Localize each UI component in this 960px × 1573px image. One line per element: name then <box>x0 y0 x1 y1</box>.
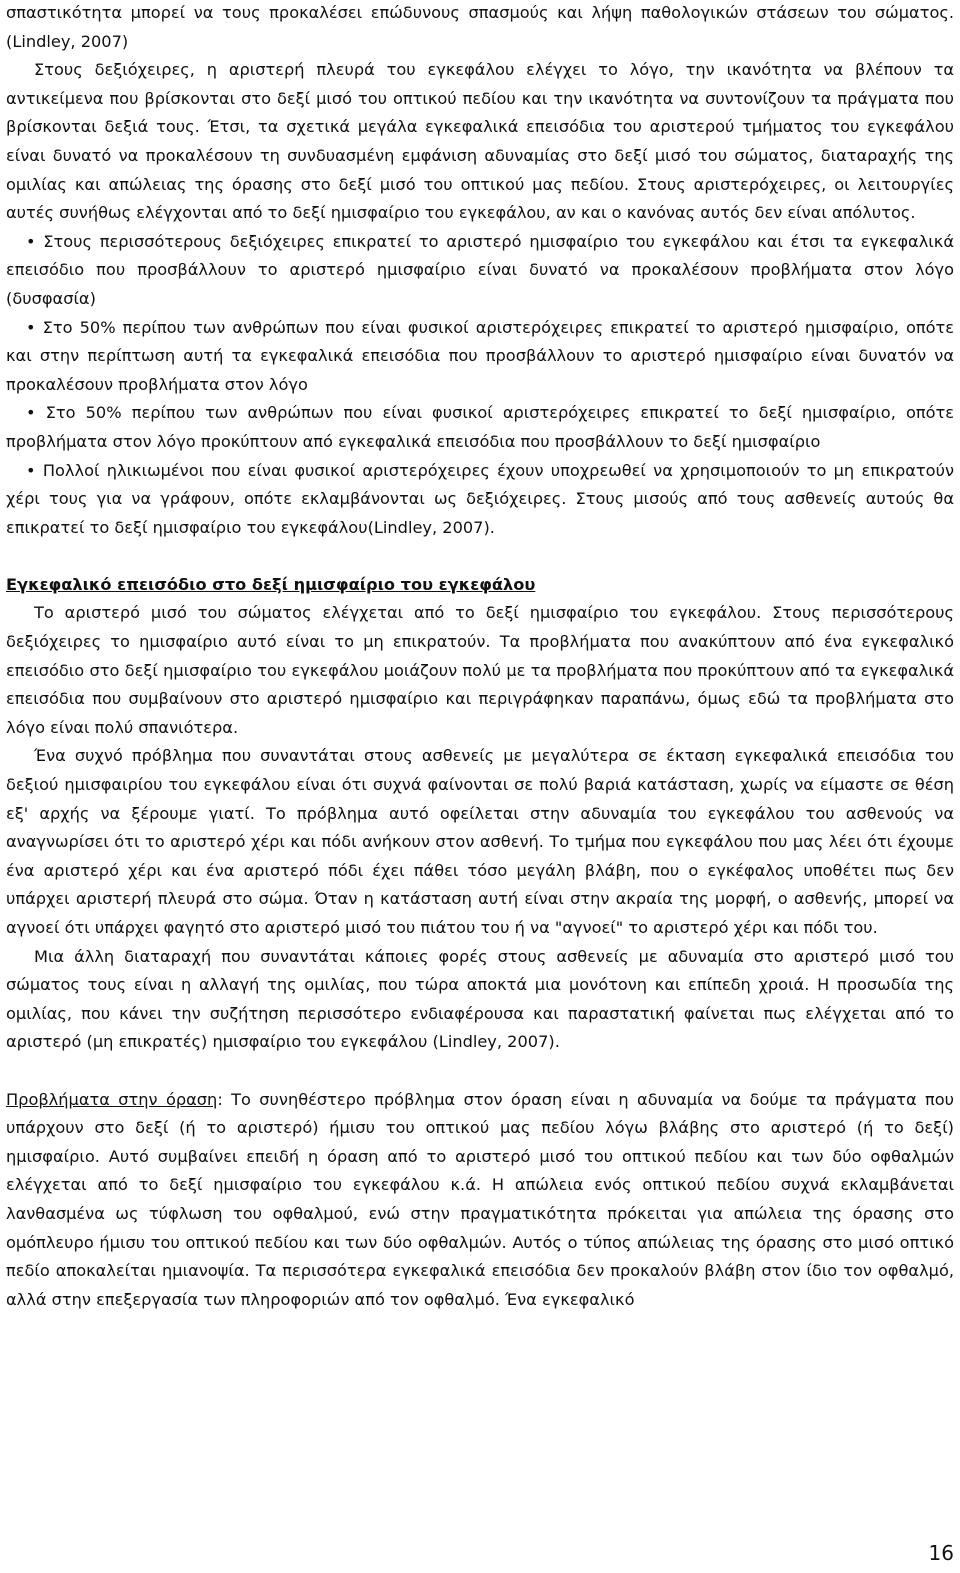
vision-subheading: Προβλήματα στην όραση <box>6 1089 218 1109</box>
spacer <box>6 1057 954 1086</box>
bullet-item-3: • Στο 50% περίπου των ανθρώπων που είναι φυσικοί αριστερόχειρες επικρατεί το δεξί ημισφαίριο, οπότε προβλήματα στον λόγο προκύπτουν από εγκεφαλικά επεισόδια που προσβάλλουν το δεξί ημισφαίριο <box>6 403 954 451</box>
page-number: 16 <box>928 1541 954 1565</box>
paragraph-neglect: Ένα συχνό πρόβλημα που συναντάται στους ασθενείς με μεγαλύτερα σε έκταση εγκεφαλικά επεισόδια του δεξιού ημισφαιρίου του εγκεφάλου είναι ότι συχνά φαίνονται σε πολύ βαριά κατάσταση, χωρίς να είμαστε σε θέση εξ' αρχής να ξέρουμε γιατί. Το πρόβλημα αυτό οφείλεται στην αδυναμία του εγκεφάλου του ασθενούς να αναγνωρίσει ότι το αριστερό χέρι και πόδι ανήκουν στον ασθενή. Το τμήμα που εγκεφάλου που μας λέει ότι έχουμε ένα αριστερό χέρι και ένα αριστερό πόδι έχει πάθει τόσο μεγάλη βλάβη, που ο εγκέφαλος υποθέτει πως δεν υπάρχει αριστερή πλευρά στο σώμα. Όταν η κατάσταση αυτή είναι στην ακραία της μορφή, ο ασθενής, μπορεί να αγνοεί ότι υπάρχει φαγητό στο αριστερό μισό του πιάτου του ή να "αγνοεί" το αριστερό χέρι και πόδι του. <box>6 746 954 937</box>
spacer <box>6 542 954 571</box>
paragraph-continuation: σπαστικότητα μπορεί να τους προκαλέσει επώδυνους σπασμούς και λήψη παθολογικών στάσεων του σώματος.(Lindley, 2007) <box>6 3 954 51</box>
document-page <box>6 0 954 1314</box>
bullet-item-2: • Στο 50% περίπου των ανθρώπων που είναι φυσικοί αριστερόχειρες επικρατεί το αριστερό ημισφαίριο, οπότε και στην περίπτωση αυτή τα εγκεφαλικά επεισόδια που προσβάλλουν το αριστερό ημισφαίριο είναι δυνατόν να προκαλέσουν προβλήματα στον λόγο <box>6 317 954 394</box>
paragraph-prosody: Μια άλλη διαταραχή που συναντάται κάποιες φορές στους ασθενείς με αδυναμία στο αριστερό μισό του σώματος τους είναι η αλλαγή της ομιλίας, που τώρα αποκτά μια μονότονη και επίπεδη χροιά. Η προσωδία της ομιλίας, που κάνει την συζήτηση περισσότερο ενδιαφέρουσα και παραστατική φαίνεται πως ελέγχεται από το αριστερό (μη επικρατές) ημισφαίριο του εγκεφάλου (Lindley, 2007). <box>6 946 954 1052</box>
bullet-item-1: • Στους περισσότερους δεξιόχειρες επικρατεί το αριστερό ημισφαίριο του εγκεφάλου και έτσι τα εγκεφαλικά επεισόδιο που προσβάλλουν το αριστερό ημισφαίριο είναι δυνατό να προκαλέσουν προβλήματα στον λόγο (δυσφασία) <box>6 231 954 308</box>
paragraph-vision <box>6 1086 954 1315</box>
bullet-item-4: • Πολλοί ηλικιωμένοι που είναι φυσικοί αριστερόχειρες έχουν υποχρεωθεί να χρησιμοποιούν το μη επικρατούν χέρι τους για να γράφουν, οπότε εκλαμβάνονται ως δεξιόχειρες. Στους μισούς από τους ασθενείς αυτούς θα επικρατεί το δεξί ημισφαίριο του εγκεφάλου(Lindley, 2007). <box>6 460 954 537</box>
vision-text: : Το συνηθέστερο πρόβλημα στον όραση είναι η αδυναμία να δούμε τα πράγματα που υπάρχουν στο δεξί (ή το αριστερό) ήμισυ του οπτικού μας πεδίου λόγω βλάβης στο αριστερό (ή το δεξί) ημισφαίριο. Αυτό συμβαίνει επειδή η όραση από το αριστερό μισό του οπτικού πεδίου και των δύο οφθαλμών ελέγχεται από το δεξί ημισφαίριο του εγκεφάλου κ.ά. Η απώλεια ενός οπτικού πεδίου συχνά εκλαμβάνεται λανθασμένα ως τύφλωση του οφθαλμού, ενώ στην πραγματικότητα πρόκειται για απώλεια της όρασης στο ομόπλευρο ήμισυ του οπτικού πεδίου και των δύο οφθαλμών. Αυτός ο τύπος απώλειας της όρασης στο μισό οπτικό πεδίο αποκαλείται ημιανοψία. Τα περισσότερα εγκεφαλικά επεισόδια δεν προκαλούν βλάβη στον ίδιο τον οφθαλμό, αλλά στην επεξεργασία των πληροφοριών από τον οφθαλμό. Ένα εγκεφαλικό <box>6 1089 954 1309</box>
section-heading: Εγκεφαλικό επεισόδιο στο δεξί ημισφαίριο του εγκεφάλου <box>6 574 536 594</box>
paragraph-handedness: Στους δεξιόχειρες, η αριστερή πλευρά του εγκεφάλου ελέγχει το λόγο, την ικανότητα να βλέπουν τα αντικείμενα που βρίσκονται στο δεξί μισό του οπτικού πεδίου και την ικανότητα να συντονίζουν τα πράγματα που βρίσκονται δεξιά τους. Έτσι, τα σχετικά μεγάλα εγκεφαλικά επεισόδια του αριστερού τμήματος του εγκεφάλου είναι δυνατό να προκαλέσουν τη συνδυασμένη εμφάνιση αδυναμίας στο δεξί μισό του σώματος, διαταραχής της ομιλίας και απώλειας της όρασης στο δεξί μισό του οπτικού μας πεδίου. Στους αριστερόχειρες, οι λειτουργίες αυτές συνήθως ελέγχονται από το δεξί ημισφαίριο του εγκεφάλου, αν και ο κανόνας αυτός δεν είναι απόλυτος. <box>6 60 954 223</box>
paragraph-right-hemisphere: Το αριστερό μισό του σώματος ελέγχεται από το δεξί ημισφαίριο του εγκεφάλου. Στους περισσότερους δεξιόχειρες το ημισφαίριο αυτό είναι το μη επικρατούν. Τα προβλήματα που ανακύπτουν από ένα εγκεφαλικό επεισόδιο στο δεξί ημισφαίριο του εγκεφάλου μοιάζουν πολύ με τα προβλήματα που προκύπτουν από τα εγκεφαλικά επεισόδια που συμβαίνουν στο αριστερό ημισφαίριο και περιγράφηκαν παραπάνω, όμως εδώ τα προβλήματα στο λόγο είναι πολύ σπανιότερα. <box>6 603 954 737</box>
